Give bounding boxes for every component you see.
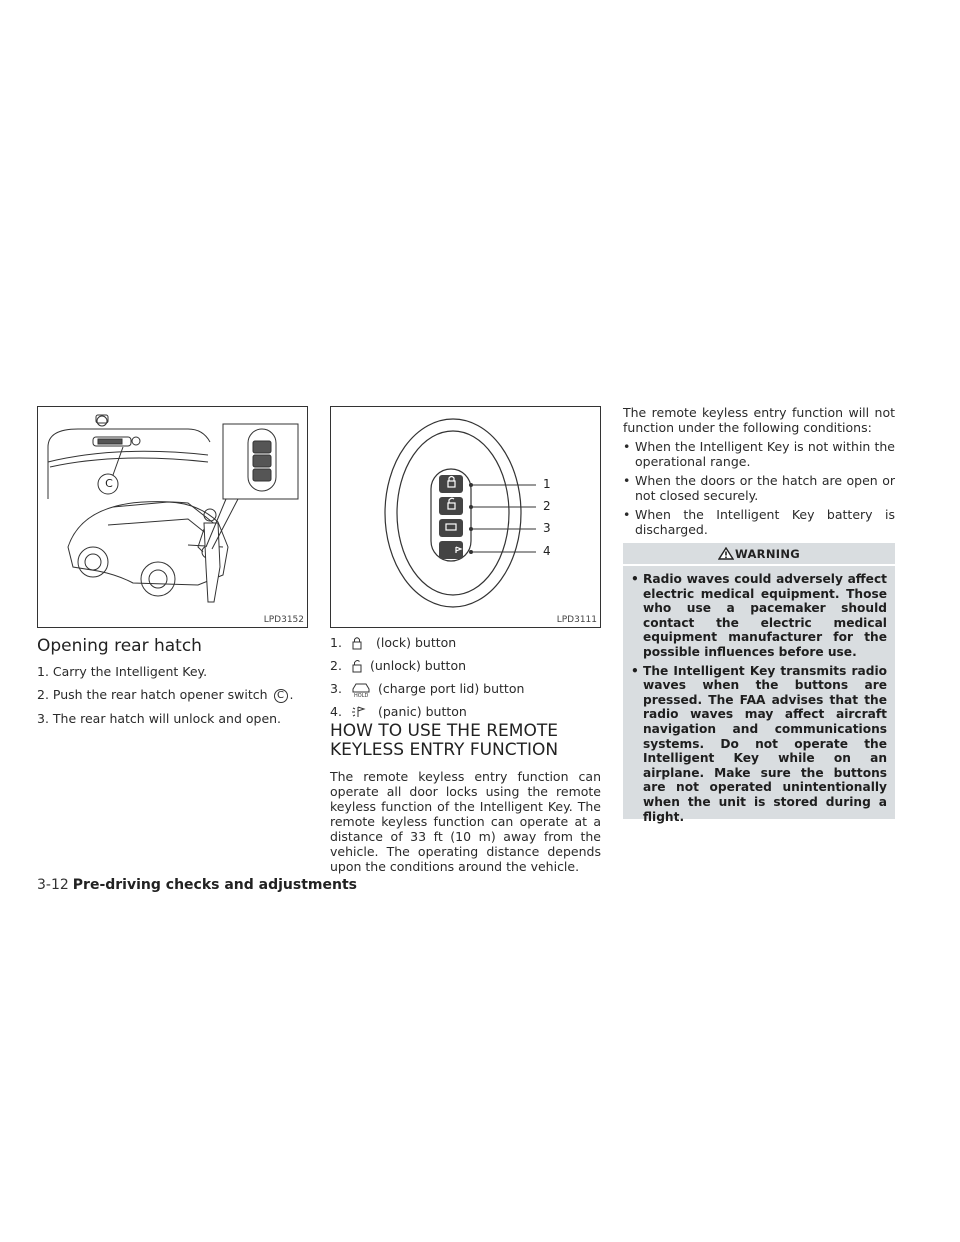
rke-body: The remote keyless entry function can operate all door locks using the remote keyless function of the Intelligent Key. The remote keyless function can operate at a distance of 33 ft (10 m) away from the vehicle. The operating distance depends upon the conditions around the vehicle.: [330, 769, 601, 874]
callout-1: 1: [543, 477, 551, 491]
svg-text:HOLD: HOLD: [354, 693, 369, 697]
list-item: • When the doors or the hatch are open or not closed securely.: [623, 473, 895, 503]
callout-2: 2: [543, 499, 551, 513]
step-3: 3. The rear hatch will unlock and open.: [37, 710, 282, 726]
rear-hatch-illustration: [37, 406, 308, 628]
step-2: [37, 687, 308, 703]
item-number: 2.: [330, 658, 342, 673]
warning-title: WARNING: [735, 547, 800, 561]
rear-hatch-drawing: [38, 407, 308, 628]
warning-header: [623, 543, 895, 566]
button-label: (charge port lid) button: [378, 681, 525, 696]
button-label: (unlock) button: [370, 658, 467, 673]
list-item: • When the Intelligent Key battery is discharged.: [623, 507, 895, 537]
button-item-charge-port: [330, 681, 524, 696]
page-number: 3-12: [37, 877, 69, 893]
rke-heading-line2: KEYLESS ENTRY FUNCTION: [330, 740, 559, 760]
figure-callout: C: [105, 477, 113, 490]
opening-hatch-section: [37, 637, 308, 726]
chapter-title: Pre-driving checks and adjustments: [72, 877, 357, 893]
conditions-list: [623, 439, 895, 537]
item-number: 1.: [330, 635, 342, 650]
callout-ref-c: C: [274, 689, 288, 703]
button-label: (panic) button: [378, 704, 467, 719]
step-2-end: .: [289, 687, 294, 702]
rke-heading-line1: HOW TO USE THE REMOTE: [330, 721, 558, 741]
step-1: 1. Carry the Intelligent Key.: [37, 664, 208, 679]
warning-triangle-icon: [718, 547, 734, 560]
figure-code: LPD3152: [263, 615, 304, 625]
key-fob-illustration: [330, 406, 601, 628]
figure-code: LPD3111: [556, 615, 597, 625]
button-item-lock: [330, 635, 456, 650]
rke-section: [330, 722, 601, 874]
warning-body: [623, 566, 895, 824]
step-2-text: 2. Push the rear hatch opener switch: [37, 687, 268, 702]
warning-box: [623, 543, 895, 824]
item-number: 3.: [330, 681, 342, 696]
callout-4: 4: [543, 544, 551, 558]
lock-icon: [346, 637, 376, 650]
button-label: (lock) button: [376, 635, 457, 650]
page-footer: [37, 877, 357, 893]
item-number: 4.: [330, 704, 342, 719]
panic-icon: [346, 706, 378, 719]
conditions-section: [623, 405, 895, 537]
callout-3: 3: [543, 521, 551, 535]
button-item-panic: [330, 704, 467, 719]
conditions-intro: The remote keyless entry function will not function under the following conditions:: [623, 405, 895, 435]
key-fob-drawing: [331, 407, 601, 628]
button-item-unlock: [330, 658, 466, 673]
section-heading: Opening rear hatch: [37, 636, 202, 656]
warning-item: • The Intelligent Key transmits radio waves when the buttons are pressed. The FAA advises that the radio waves may affect aircraft navigation and communications systems. Do not operate the Intelligent Key while on an airplane. Make sure the buttons are not operated unintentionally when the unit is stored during a flight.: [631, 664, 887, 825]
unlock-icon: [346, 660, 370, 673]
warning-item: • Radio waves could adversely affect electric medical equipment. Those who use a pacemaker should contact the electric medical equipment manufacturer for the possible influences before use.: [631, 572, 887, 660]
list-item: • When the Intelligent Key is not within the operational range.: [623, 439, 895, 469]
charge-port-icon: [346, 683, 378, 696]
